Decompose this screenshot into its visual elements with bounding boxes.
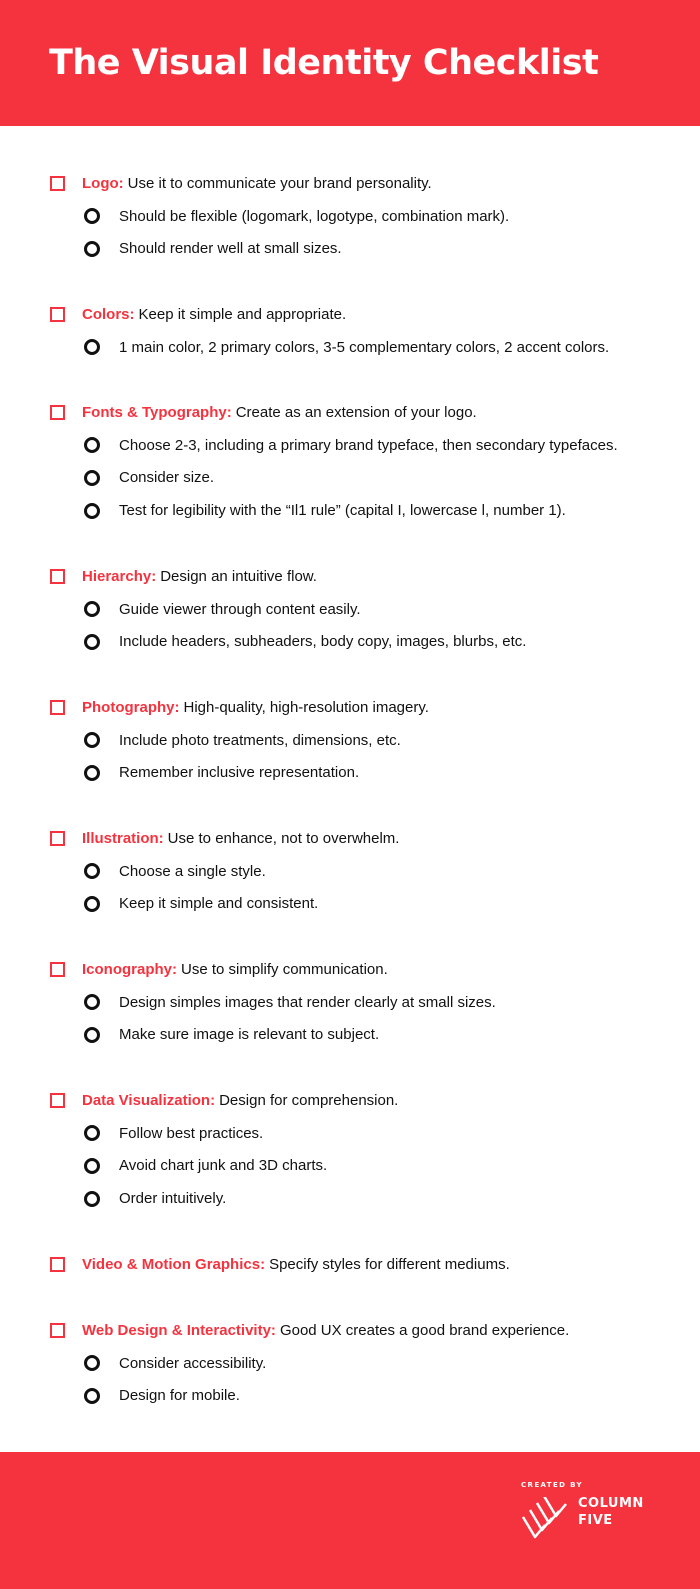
item-label: Iconography: xyxy=(82,960,178,978)
circle-bullet-icon[interactable] xyxy=(84,1158,100,1174)
checkbox-icon[interactable] xyxy=(50,1323,65,1338)
item-label: Hierarchy: xyxy=(82,567,157,585)
sub-item-text: Include headers, subheaders, body copy, images, blurbs, etc. xyxy=(119,633,527,651)
sub-item xyxy=(84,761,359,785)
item-description: Design for comprehension. xyxy=(219,1091,399,1109)
checkbox-icon[interactable] xyxy=(50,700,65,715)
checkbox-icon[interactable] xyxy=(50,569,65,584)
circle-bullet-icon[interactable] xyxy=(84,339,100,355)
sub-item xyxy=(84,892,318,916)
item-label: Fonts & Typography: xyxy=(82,403,232,421)
sub-item-text: Order intuitively. xyxy=(119,1190,227,1207)
sub-item-text: Follow best practices. xyxy=(119,1124,264,1142)
circle-bullet-icon[interactable] xyxy=(84,241,100,257)
column-five-logo-icon xyxy=(521,1497,571,1539)
sub-item-text: Include photo treatments, dimensions, etc. xyxy=(119,731,401,749)
sub-item xyxy=(84,597,361,621)
checklist-item xyxy=(50,1088,398,1112)
checklist-item xyxy=(50,302,346,326)
sub-item xyxy=(84,859,266,883)
item-description: Specify styles for different mediums. xyxy=(269,1255,510,1273)
sub-item-text: Keep it simple and consistent. xyxy=(119,895,319,913)
created-by-label: CREATED BY xyxy=(521,1481,584,1489)
sub-item xyxy=(84,335,609,359)
circle-bullet-icon[interactable] xyxy=(84,437,100,453)
circle-bullet-icon[interactable] xyxy=(84,1388,100,1404)
item-description: Good UX creates a good brand experience. xyxy=(279,1321,570,1339)
sub-item-text: Remember inclusive representation. xyxy=(119,764,360,782)
checkbox-icon[interactable] xyxy=(50,307,65,322)
brand-name-line2: FIVE xyxy=(578,1513,613,1528)
item-label: Logo: xyxy=(82,174,124,192)
sub-item xyxy=(84,433,618,457)
circle-bullet-icon[interactable] xyxy=(84,863,100,879)
checkbox-icon[interactable] xyxy=(50,1257,65,1272)
sub-item xyxy=(84,1154,327,1178)
sub-item-text: Guide viewer through content easily. xyxy=(119,600,361,618)
circle-bullet-icon[interactable] xyxy=(84,1125,100,1141)
item-description: Use to simplify communication. xyxy=(181,960,388,978)
circle-bullet-icon[interactable] xyxy=(84,470,100,486)
item-description: High-quality, high-resolution imagery. xyxy=(183,698,429,716)
sub-item xyxy=(84,499,566,523)
item-label: Data Visualization: xyxy=(82,1091,216,1109)
sub-item xyxy=(84,237,342,261)
circle-bullet-icon[interactable] xyxy=(84,1355,100,1371)
circle-bullet-icon[interactable] xyxy=(84,503,100,519)
sub-item xyxy=(84,204,509,228)
sub-item-text: Choose 2-3, including a primary brand typeface, then secondary typefaces. xyxy=(119,436,618,454)
sub-item xyxy=(84,1121,263,1145)
sub-item xyxy=(84,1384,240,1408)
checklist-item xyxy=(50,400,477,424)
item-description: Use it to communicate your brand personality. xyxy=(127,174,432,192)
circle-bullet-icon[interactable] xyxy=(84,994,100,1010)
sub-item-text: Avoid chart junk and 3D charts. xyxy=(119,1157,328,1175)
header-banner xyxy=(0,0,700,126)
checkbox-icon[interactable] xyxy=(50,405,65,420)
column-five-logo xyxy=(521,1494,661,1544)
sub-item xyxy=(84,1351,266,1375)
page-title: The Visual Identity Checklist xyxy=(49,43,599,83)
circle-bullet-icon[interactable] xyxy=(84,1027,100,1043)
checklist-item xyxy=(50,564,317,588)
circle-bullet-icon[interactable] xyxy=(84,1191,100,1207)
sub-item-text: Make sure image is relevant to subject. xyxy=(119,1026,380,1044)
checkbox-icon[interactable] xyxy=(50,831,65,846)
item-label: Web Design & Interactivity: xyxy=(82,1321,276,1339)
sub-item-text: Design simples images that render clearly at small sizes. xyxy=(119,993,496,1011)
sub-item-text: Consider accessibility. xyxy=(119,1354,267,1372)
item-description: Design an intuitive flow. xyxy=(160,567,317,585)
checkbox-icon[interactable] xyxy=(50,176,65,191)
item-description: Create as an extension of your logo. xyxy=(235,403,477,421)
sub-item xyxy=(84,728,401,752)
sub-item xyxy=(84,1023,379,1047)
sub-item-text: Choose a single style. xyxy=(119,862,266,880)
checklist-item xyxy=(50,171,432,195)
item-label: Illustration: xyxy=(82,829,164,847)
checklist-item xyxy=(50,1252,510,1276)
checklist-item xyxy=(50,695,429,719)
brand-name-line1: COLUMN xyxy=(578,1496,644,1511)
sub-item xyxy=(84,466,214,490)
checklist-item xyxy=(50,826,399,850)
item-label: Colors: xyxy=(82,305,135,323)
checklist-item xyxy=(50,1318,569,1342)
circle-bullet-icon[interactable] xyxy=(84,896,100,912)
checklist-item xyxy=(50,957,388,981)
sub-item xyxy=(84,630,526,654)
item-description: Keep it simple and appropriate. xyxy=(138,305,347,323)
item-label: Video & Motion Graphics: xyxy=(82,1255,266,1273)
circle-bullet-icon[interactable] xyxy=(84,208,100,224)
circle-bullet-icon[interactable] xyxy=(84,732,100,748)
item-description: Use to enhance, not to overwhelm. xyxy=(167,829,400,847)
sub-item-text: Design for mobile. xyxy=(119,1387,240,1405)
sub-item xyxy=(84,990,496,1014)
circle-bullet-icon[interactable] xyxy=(84,601,100,617)
circle-bullet-icon[interactable] xyxy=(84,765,100,781)
sub-item-text: Should be flexible (logomark, logotype, combination mark). xyxy=(119,207,510,225)
sub-item xyxy=(84,1187,226,1211)
sub-item-text: 1 main color, 2 primary colors, 3-5 complementary colors, 2 accent colors. xyxy=(119,338,610,356)
checkbox-icon[interactable] xyxy=(50,1093,65,1108)
sub-item-text: Should render well at small sizes. xyxy=(119,240,342,258)
sub-item-text: Test for legibility with the “Il1 rule” (capital I, lowercase l, number 1). xyxy=(119,502,566,519)
sub-item-text: Consider size. xyxy=(119,469,215,487)
checkbox-icon[interactable] xyxy=(50,962,65,977)
circle-bullet-icon[interactable] xyxy=(84,634,100,650)
item-label: Photography: xyxy=(82,698,180,716)
